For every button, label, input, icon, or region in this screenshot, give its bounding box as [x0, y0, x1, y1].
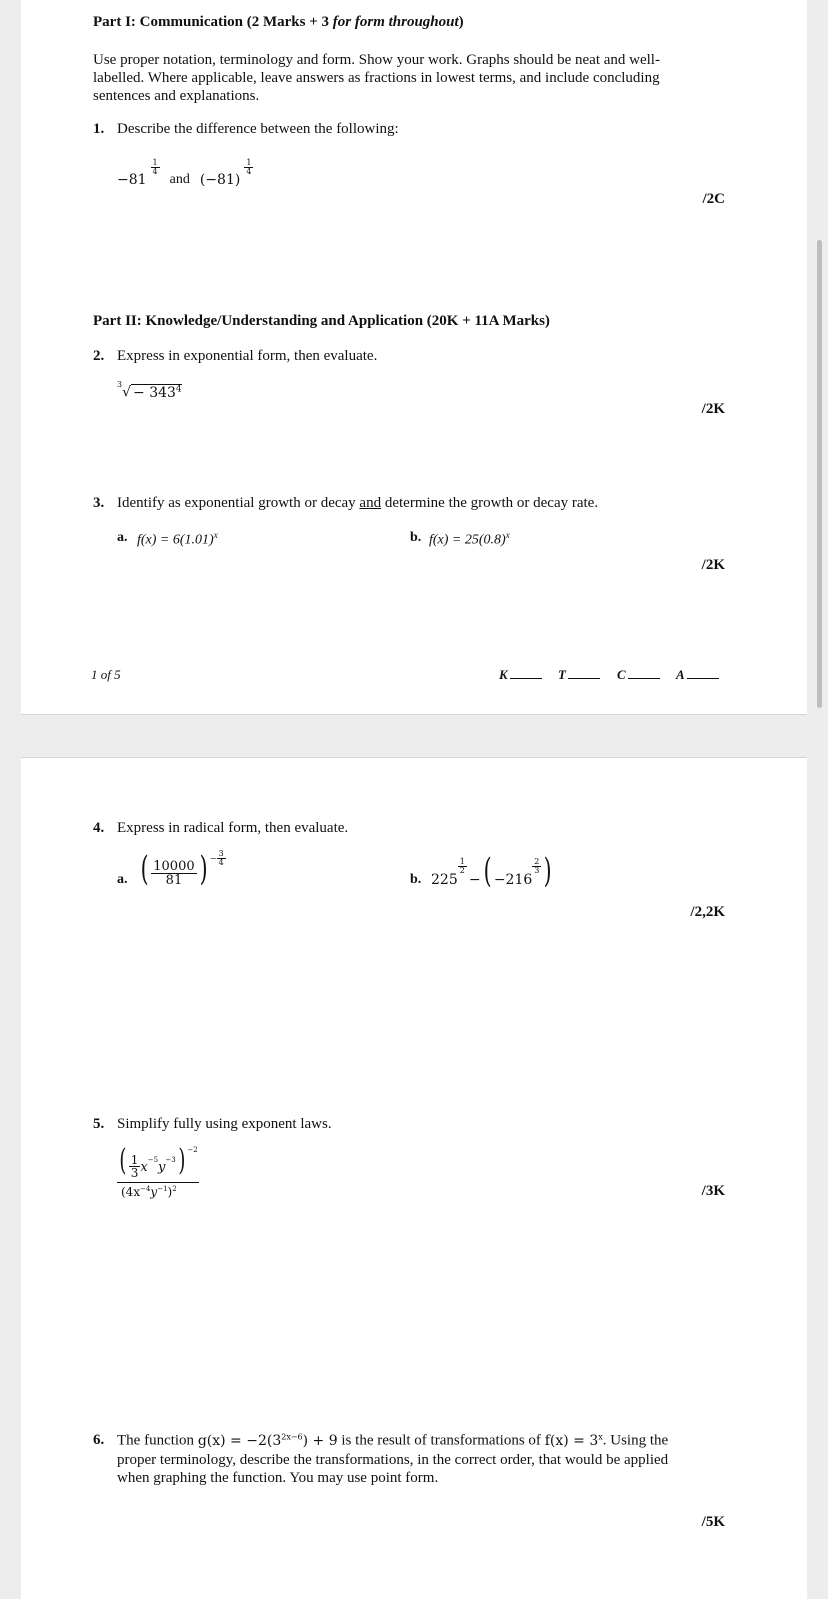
page-1 [21, 0, 807, 715]
part1-heading: Part I: Communication (2 Marks + 3 for form throughout) [93, 14, 464, 30]
q4-b-label: b. [410, 872, 422, 887]
q3-a-label: a. [117, 530, 128, 545]
scrollbar[interactable] [817, 240, 822, 708]
q4-a-expression: ( $\frac{10000}{81}$ ) − $\frac{3}{4}$ [140, 849, 224, 889]
q4-b-expression: 225 $\frac{1}{2}$ − ( −216 $\frac{2}{3}$ ) [431, 851, 552, 891]
q6-marks: /5K [701, 1514, 725, 1530]
q2-radicand-exponent: 4 [175, 384, 182, 394]
q2-number: 2. [93, 348, 105, 364]
footer-t: T [558, 667, 600, 683]
q2-root-index: 3 [117, 380, 123, 389]
part1-instructions: Use proper notation, terminology and form. Show your work. Graphs should be neat and well-labelled. Where applicable, leave answers as fractions in lowest terms, and include concluding sentences and explanations. [93, 52, 660, 104]
q5-expression: ( $\frac{1}{3}$ x $^{-5}$ y $^{-3}$ ) $^{-2}$ $(4x^{-4}y^{-1})^2$ [117, 1146, 199, 1199]
q4-marks: /2,2K [690, 904, 725, 920]
q4-a-label: a. [117, 872, 128, 887]
q2-expression: $^3√ - 343^4$ [117, 380, 182, 401]
q1-left-base: −81 [117, 172, 147, 188]
q2-marks: /2K [701, 401, 725, 417]
q1-right-base: (−81) [199, 172, 241, 188]
q3-marks: /2K [701, 557, 725, 573]
q4-number: 4. [93, 820, 105, 836]
page-number: 1 of 5 [91, 667, 121, 682]
q1-number: 1. [93, 121, 105, 137]
q5-marks: /3K [701, 1183, 725, 1199]
footer-c: C [617, 667, 660, 683]
q6-number: 6. [93, 1432, 105, 1448]
q3-b-label: b. [410, 530, 422, 545]
q3-b-expression: $f(x) = 25(0.8)^x$ [429, 530, 510, 548]
footer-k: K [499, 667, 542, 683]
q3-number: 3. [93, 495, 105, 511]
q6-line1: The function $g(x) = -2(3^{2x-6}) + 9$ is the result of transformations of $f(x) = 3^x$. Using the [117, 1432, 669, 1449]
footer-a: A [676, 667, 719, 683]
page-2 [21, 757, 807, 1599]
q5-text: Simplify fully using exponent laws. [117, 1116, 332, 1132]
q2-radicand: − 343 [133, 384, 176, 401]
q1-right-exponent: $\frac{1}{4}$ [246, 157, 252, 176]
q5-number: 5. [93, 1116, 105, 1132]
q1-marks: /2C [702, 191, 725, 207]
part2-heading: Part II: Knowledge/Understanding and Application (20K + 11A Marks) [93, 313, 550, 329]
q1-expression [117, 152, 253, 188]
q6-line2: proper terminology, describe the transformations, in the correct order, that would be applied when graphing the function. You may use point form. [117, 1452, 669, 1486]
q1-and: and [169, 172, 190, 187]
q2-text: Express in exponential form, then evaluate. [117, 348, 378, 364]
q1-left-exponent: $\frac{1}{4}$ [152, 157, 158, 176]
q3-text: Identify as exponential growth or decay and determine the growth or decay rate. [117, 495, 599, 511]
q1-text: Describe the difference between the following: [117, 121, 399, 137]
q4-text: Express in radical form, then evaluate. [117, 820, 349, 836]
q3-a-expression: $f(x) = 6(1.01)^x$ [137, 530, 218, 548]
